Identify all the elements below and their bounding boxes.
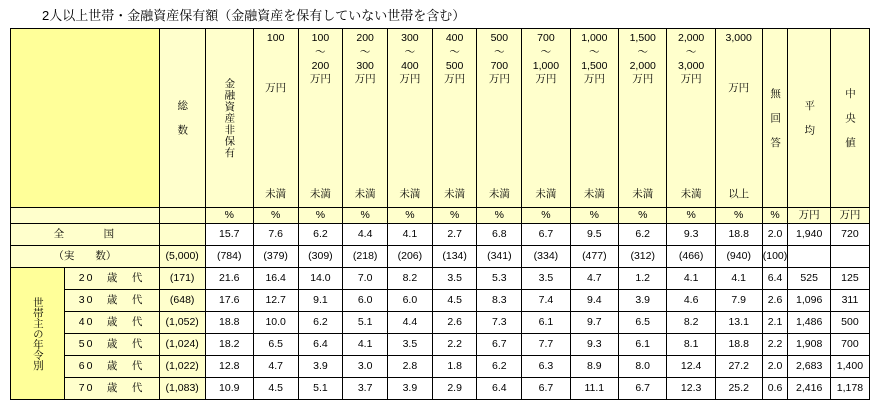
row-value-8: 9.3	[570, 334, 618, 356]
row-total: (1,052)	[159, 312, 205, 334]
unit-cell-3: %	[343, 208, 388, 224]
unit-cell-0: %	[205, 208, 253, 224]
row-mean: 1,908	[788, 334, 830, 356]
bracket-1-top: 100	[311, 32, 330, 44]
row-value-10: 12.3	[667, 378, 715, 400]
row-value-4: 8.2	[388, 268, 433, 290]
row-median	[830, 246, 869, 268]
row-value-3: (218)	[343, 246, 388, 268]
row-value-3: 4.4	[343, 224, 388, 246]
bracket-5-top: 500	[490, 32, 509, 44]
row-value-5: 3.5	[432, 268, 477, 290]
row-value-7: 6.1	[522, 312, 570, 334]
row-mean: 2,416	[788, 378, 830, 400]
unit-cell-total	[159, 208, 205, 224]
header-bracket-1	[298, 29, 343, 208]
row-value-5: (134)	[432, 246, 477, 268]
row-mean	[788, 246, 830, 268]
bracket-0-top: 100	[266, 32, 285, 44]
row-value-12: 6.4	[762, 268, 788, 290]
row-value-9: 1.2	[619, 268, 667, 290]
unit-cell-4: %	[388, 208, 433, 224]
row-value-0: (784)	[205, 246, 253, 268]
unit-cell-5: %	[432, 208, 477, 224]
row-label: 全 国	[11, 224, 160, 246]
table-row-national-pct	[11, 224, 870, 246]
bracket-5-bottom: 未満	[488, 188, 510, 201]
row-value-11: 25.2	[715, 378, 762, 400]
header-bracket-2	[343, 29, 388, 208]
header-col-median	[830, 29, 869, 208]
row-value-7: 7.7	[522, 334, 570, 356]
unit-cell-10: %	[667, 208, 715, 224]
header-col-median-label: 中 央 値	[844, 87, 857, 149]
unit-row	[11, 208, 870, 224]
row-value-9: 6.1	[619, 334, 667, 356]
row-value-3: 3.0	[343, 356, 388, 378]
bracket-10-unit: 万円	[728, 81, 750, 94]
bracket-6-unit: 万円	[535, 73, 557, 86]
row-median: 311	[830, 290, 869, 312]
row-value-4: 2.8	[388, 356, 433, 378]
header-bracket-5	[477, 29, 522, 208]
row-value-12: 2.0	[762, 356, 788, 378]
row-mean: 1,486	[788, 312, 830, 334]
bracket-8-mid: 2,000	[629, 59, 656, 72]
row-value-9: 3.9	[619, 290, 667, 312]
row-value-9: 6.7	[619, 378, 667, 400]
bracket-10-top: 3,000	[725, 32, 752, 44]
bracket-6-bottom: 未満	[535, 188, 557, 201]
bracket-6-top: 700	[537, 32, 555, 44]
unit-cell-6: %	[477, 208, 522, 224]
row-value-2: 14.0	[298, 268, 343, 290]
row-value-0: 18.2	[205, 334, 253, 356]
table-row-age-30s	[11, 290, 870, 312]
row-value-11: 7.9	[715, 290, 762, 312]
row-value-1: 10.0	[253, 312, 298, 334]
header-col-mean	[788, 29, 830, 208]
row-value-1: 4.5	[253, 378, 298, 400]
row-value-5: 2.6	[432, 312, 477, 334]
row-value-6: 6.4	[477, 378, 522, 400]
bracket-2-bottom: 未満	[354, 188, 376, 201]
bracket-9-bottom: 未満	[680, 188, 702, 201]
row-value-8: 8.9	[570, 356, 618, 378]
row-value-2: 9.1	[298, 290, 343, 312]
row-value-11: 18.8	[715, 334, 762, 356]
row-value-6: 6.8	[477, 224, 522, 246]
bracket-2-tilde: 〜	[359, 45, 371, 58]
row-value-6: 7.3	[477, 312, 522, 334]
row-value-6: 6.2	[477, 356, 522, 378]
table-row-age-40s	[11, 312, 870, 334]
header-bracket-8	[619, 29, 667, 208]
row-label: 20 歳 代	[64, 268, 159, 290]
row-total: (1,022)	[159, 356, 205, 378]
row-value-4: 3.9	[388, 378, 433, 400]
table-row-age-20s	[11, 268, 870, 290]
row-value-1: 7.6	[253, 224, 298, 246]
row-value-7: 6.7	[522, 378, 570, 400]
bracket-9-top: 2,000	[678, 32, 705, 44]
bracket-2-top: 200	[356, 32, 374, 44]
bracket-4-tilde: 〜	[449, 45, 460, 58]
row-value-1: 4.7	[253, 356, 298, 378]
bracket-3-tilde: 〜	[404, 45, 416, 58]
row-value-9: 8.0	[619, 356, 667, 378]
row-value-4: 6.0	[388, 290, 433, 312]
bracket-3-top: 300	[401, 32, 419, 44]
table-row-age-50s	[11, 334, 870, 356]
header-bracket-3	[388, 29, 433, 208]
row-value-12: 0.6	[762, 378, 788, 400]
row-value-4: 4.1	[388, 224, 433, 246]
row-value-6: 6.7	[477, 334, 522, 356]
unit-cell-median: 万円	[830, 208, 869, 224]
row-value-4: (206)	[388, 246, 433, 268]
row-value-8: 9.7	[570, 312, 618, 334]
unit-cell-mean: 万円	[788, 208, 830, 224]
table-row-age-70s	[11, 378, 870, 400]
row-value-1: 16.4	[253, 268, 298, 290]
row-value-2: (309)	[298, 246, 343, 268]
bracket-8-bottom: 未満	[632, 188, 654, 201]
bracket-1-tilde: 〜	[315, 45, 326, 58]
row-value-0: 18.8	[205, 312, 253, 334]
row-value-1: (379)	[253, 246, 298, 268]
row-label: 50 歳 代	[64, 334, 159, 356]
row-mean: 2,683	[788, 356, 830, 378]
row-value-5: 2.9	[432, 378, 477, 400]
row-value-9: 6.5	[619, 312, 667, 334]
row-value-3: 5.1	[343, 312, 388, 334]
header-corner	[11, 29, 160, 208]
row-value-0: 15.7	[205, 224, 253, 246]
row-value-10: 8.1	[667, 334, 715, 356]
financial-assets-table	[10, 28, 870, 400]
bracket-7-unit: 万円	[583, 73, 605, 86]
row-value-1: 12.7	[253, 290, 298, 312]
table-row-national-count	[11, 246, 870, 268]
row-value-5: 4.5	[432, 290, 477, 312]
row-total	[159, 224, 205, 246]
row-value-4: 3.5	[388, 334, 433, 356]
row-value-10: 9.3	[667, 224, 715, 246]
row-value-0: 17.6	[205, 290, 253, 312]
header-col-no-answer-label: 無 回 答	[769, 87, 782, 149]
unit-cell-label	[11, 208, 160, 224]
bracket-2-mid: 300	[356, 59, 374, 72]
row-label: 70 歳 代	[64, 378, 159, 400]
row-total: (648)	[159, 290, 205, 312]
header-bracket-7	[570, 29, 618, 208]
row-value-10: 4.1	[667, 268, 715, 290]
row-value-5: 2.7	[432, 224, 477, 246]
row-value-11: 13.1	[715, 312, 762, 334]
header-col-total-label: 総 数	[176, 100, 189, 136]
unit-cell-8: %	[570, 208, 618, 224]
unit-cell-2: %	[298, 208, 343, 224]
unit-cell-11: %	[715, 208, 762, 224]
bracket-0-bottom: 未満	[265, 188, 287, 201]
row-total: (1,024)	[159, 334, 205, 356]
row-value-11: (940)	[715, 246, 762, 268]
table-row-age-60s	[11, 356, 870, 378]
row-value-12: 2.2	[762, 334, 788, 356]
bracket-0-unit: 万円	[265, 81, 287, 94]
row-value-2: 6.2	[298, 224, 343, 246]
row-median: 1,178	[830, 378, 869, 400]
row-value-2: 6.2	[298, 312, 343, 334]
bracket-3-unit: 万円	[399, 73, 421, 86]
row-total: (1,083)	[159, 378, 205, 400]
row-value-8: 11.1	[570, 378, 618, 400]
header-bracket-6	[522, 29, 570, 208]
unit-cell-12: %	[762, 208, 788, 224]
bracket-1-mid: 200	[311, 59, 330, 72]
row-median: 1,400	[830, 356, 869, 378]
row-label: 60 歳 代	[64, 356, 159, 378]
row-value-12: (100)	[762, 246, 788, 268]
header-col-no-answer	[762, 29, 788, 208]
row-value-10: (466)	[667, 246, 715, 268]
row-value-7: 3.5	[522, 268, 570, 290]
header-col-no-assets-label: 金融資産非保有	[223, 77, 236, 159]
row-value-11: 4.1	[715, 268, 762, 290]
unit-cell-1: %	[253, 208, 298, 224]
row-total: (171)	[159, 268, 205, 290]
bracket-7-bottom: 未満	[583, 188, 605, 201]
row-label: （実 数）	[11, 246, 160, 268]
bracket-1-unit: 万円	[309, 73, 331, 86]
bracket-6-tilde: 〜	[540, 45, 552, 58]
row-value-0: 12.8	[205, 356, 253, 378]
bracket-7-mid: 1,500	[581, 59, 608, 72]
row-value-12: 2.6	[762, 290, 788, 312]
row-value-7: 7.4	[522, 290, 570, 312]
bracket-9-mid: 3,000	[678, 59, 705, 72]
row-label: 30 歳 代	[64, 290, 159, 312]
row-median: 125	[830, 268, 869, 290]
row-value-5: 2.2	[432, 334, 477, 356]
bracket-4-unit: 万円	[444, 73, 466, 86]
row-value-2: 3.9	[298, 356, 343, 378]
bracket-4-mid: 500	[445, 59, 464, 72]
row-value-7: 6.7	[522, 224, 570, 246]
page-title: 2人以上世帯・金融資産保有額（金融資産を保有していない世帯を含む）	[42, 8, 466, 23]
row-total: (5,000)	[159, 246, 205, 268]
bracket-10-bottom: 以上	[728, 188, 750, 201]
header-col-total	[159, 29, 205, 208]
row-median: 500	[830, 312, 869, 334]
bracket-2-unit: 万円	[354, 73, 376, 86]
row-value-7: (334)	[522, 246, 570, 268]
row-value-10: 12.4	[667, 356, 715, 378]
row-value-0: 21.6	[205, 268, 253, 290]
header-col-no-assets	[205, 29, 253, 208]
bracket-8-top: 1,500	[629, 32, 656, 44]
row-value-2: 5.1	[298, 378, 343, 400]
bracket-8-unit: 万円	[632, 73, 654, 86]
row-value-3: 4.1	[343, 334, 388, 356]
bracket-5-mid: 700	[490, 59, 509, 72]
unit-cell-7: %	[522, 208, 570, 224]
bracket-5-tilde: 〜	[494, 45, 505, 58]
row-value-8: 9.4	[570, 290, 618, 312]
bracket-9-tilde: 〜	[685, 45, 697, 58]
row-label: 40 歳 代	[64, 312, 159, 334]
row-median: 700	[830, 334, 869, 356]
row-value-10: 4.6	[667, 290, 715, 312]
bracket-1-bottom: 未満	[309, 188, 331, 201]
row-value-12: 2.1	[762, 312, 788, 334]
row-median: 720	[830, 224, 869, 246]
row-value-9: 6.2	[619, 224, 667, 246]
bracket-3-mid: 400	[401, 59, 419, 72]
bracket-7-tilde: 〜	[589, 45, 600, 58]
side-label-household-head-age: 世帯主の年令別	[11, 268, 65, 400]
bracket-8-tilde: 〜	[637, 45, 648, 58]
row-value-5: 1.8	[432, 356, 477, 378]
row-mean: 1,096	[788, 290, 830, 312]
header-bracket-10	[715, 29, 762, 208]
row-value-0: 10.9	[205, 378, 253, 400]
row-mean: 525	[788, 268, 830, 290]
header-bracket-9	[667, 29, 715, 208]
row-value-7: 6.3	[522, 356, 570, 378]
row-value-4: 4.4	[388, 312, 433, 334]
unit-cell-9: %	[619, 208, 667, 224]
row-value-12: 2.0	[762, 224, 788, 246]
bracket-4-top: 400	[445, 32, 464, 44]
row-value-8: 4.7	[570, 268, 618, 290]
row-value-3: 6.0	[343, 290, 388, 312]
bracket-4-bottom: 未満	[444, 188, 466, 201]
bracket-3-bottom: 未満	[399, 188, 421, 201]
bracket-7-top: 1,000	[581, 32, 608, 44]
bracket-5-unit: 万円	[488, 73, 510, 86]
header-col-mean-label: 平 均	[803, 100, 816, 136]
row-value-6: (341)	[477, 246, 522, 268]
row-value-8: 9.5	[570, 224, 618, 246]
row-mean: 1,940	[788, 224, 830, 246]
row-value-10: 8.2	[667, 312, 715, 334]
row-value-6: 5.3	[477, 268, 522, 290]
row-value-1: 6.5	[253, 334, 298, 356]
header-bracket-4	[432, 29, 477, 208]
row-value-2: 6.4	[298, 334, 343, 356]
row-value-3: 3.7	[343, 378, 388, 400]
row-value-9: (312)	[619, 246, 667, 268]
row-value-11: 18.8	[715, 224, 762, 246]
header-bracket-0	[253, 29, 298, 208]
row-value-3: 7.0	[343, 268, 388, 290]
row-value-8: (477)	[570, 246, 618, 268]
row-value-6: 8.3	[477, 290, 522, 312]
bracket-6-mid: 1,000	[532, 59, 560, 72]
bracket-9-unit: 万円	[680, 73, 702, 86]
row-value-11: 27.2	[715, 356, 762, 378]
header-row	[11, 29, 870, 208]
